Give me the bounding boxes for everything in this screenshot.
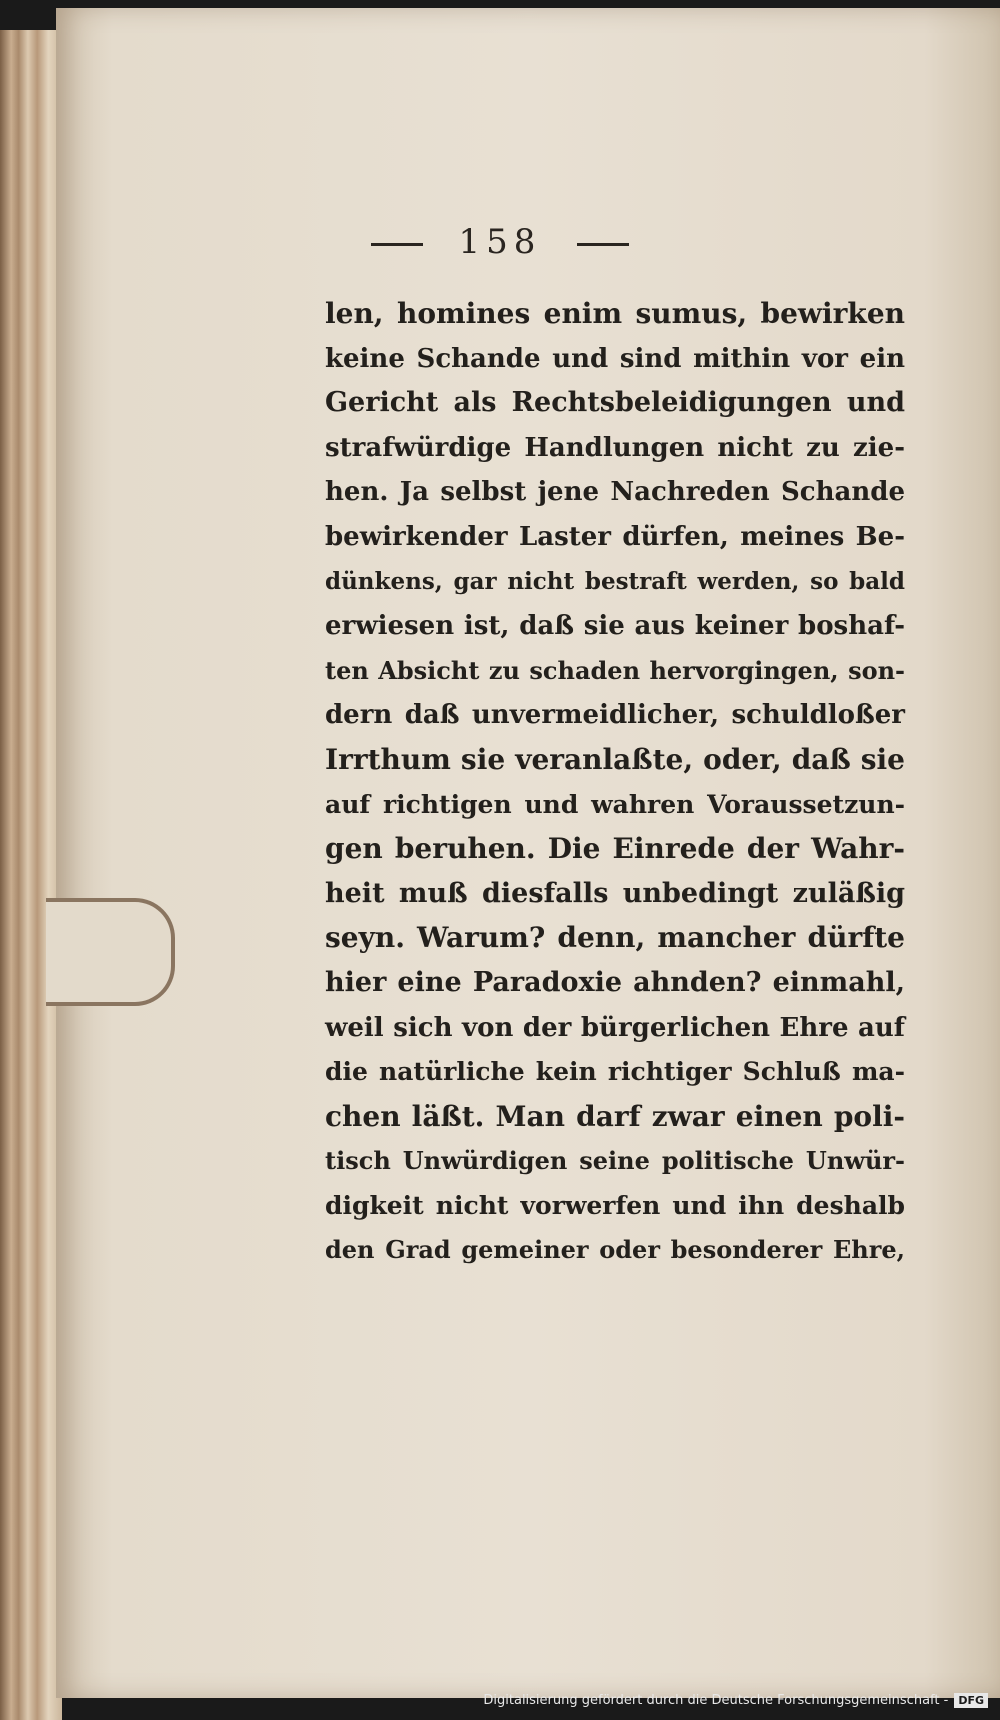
text-line: keine Schande und sind mithin vor ein [325, 343, 905, 374]
text-line: weil sich von der bürgerlichen Ehre auf [325, 1012, 905, 1043]
text-line: strafwürdige Handlungen nicht zu zie- [325, 432, 905, 463]
text-line: digkeit nicht vorwerfen und ihn deshalb [325, 1190, 905, 1220]
text-line: len, homines enim sumus, bewirken [325, 297, 905, 330]
header-dash-right [577, 243, 629, 246]
book-page-edges [0, 30, 62, 1720]
header-dash-left [371, 243, 423, 246]
text-line: heit muß diesfalls unbedingt zuläßig [325, 877, 905, 909]
text-line: Irrthum sie veranlaßte, oder, daß sie [325, 742, 905, 776]
text-line: gen beruhen. Die Einrede der Wahr- [325, 832, 905, 866]
text-line: bewirkender Laster dürfen, meines Be- [325, 521, 905, 552]
text-line: chen läßt. Man darf zwar einen poli- [325, 1099, 905, 1133]
text-line: ten Absicht zu schaden hervorgingen, son- [325, 655, 905, 685]
text-line: den Grad gemeiner oder besonderer Ehre, [325, 1235, 905, 1265]
text-line: tisch Unwürdigen seine politische Unwür- [325, 1146, 905, 1176]
text-line: die natürliche kein richtiger Schluß ma- [325, 1057, 905, 1087]
body-text [325, 292, 905, 1273]
dfg-logo: DFG [954, 1693, 988, 1708]
text-line: Gericht als Rechtsbeleidigungen und [325, 387, 905, 419]
page-number: 158 [458, 222, 542, 262]
text-line: erwiesen ist, daß sie aus keiner boshaf- [325, 611, 905, 642]
text-line: hen. Ja selbst jene Nachreden Schande [325, 477, 905, 508]
text-line: hier eine Paradoxie ahnden? einmahl, [325, 966, 905, 998]
digitization-credit [483, 1693, 988, 1708]
text-line: dern daß unvermeidlicher, schuldloßer [325, 700, 905, 731]
text-line: dünkens, gar nicht bestraft werden, so bald [325, 567, 905, 595]
text-line: seyn. Warum? denn, mancher dürfte [325, 921, 905, 955]
credit-text: Digitalisierung gefördert durch die Deutsche Forschungsgemeinschaft - [483, 1693, 949, 1708]
page-tab-marker [46, 898, 175, 1006]
text-line: auf richtigen und wahren Voraussetzun- [325, 789, 905, 819]
page-header [0, 222, 1000, 262]
